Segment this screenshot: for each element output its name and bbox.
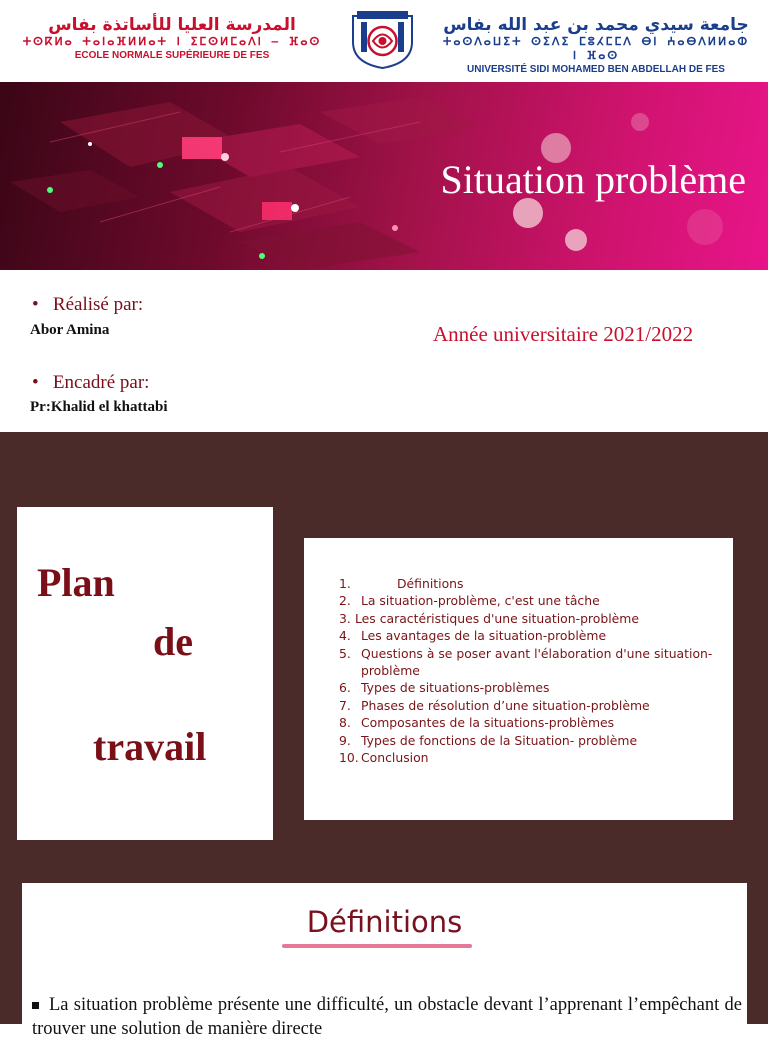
square-bullet-icon (32, 1002, 39, 1009)
toc-item (339, 627, 719, 644)
realise-par-label: • Réalisé par: (32, 294, 144, 315)
author-name: Abor Amina (30, 322, 110, 338)
academic-year: Année universitaire 2021/2022 (433, 322, 694, 346)
toc-item-text: Définitions (397, 576, 464, 591)
page-title: Situation problème (440, 157, 746, 202)
toc-item-text: Types de fonctions de la Situation- problème (361, 732, 638, 748)
toc-item-number: 10. (339, 750, 359, 766)
toc-item-number: 5. (339, 645, 351, 661)
title-banner (0, 82, 768, 270)
toc-item-number: 7. (339, 697, 351, 713)
toc-item-number: 1. (339, 576, 351, 591)
toc-item (339, 732, 719, 749)
toc-item (339, 697, 719, 714)
toc-item-text: Les avantages de la situation-problème (361, 628, 607, 644)
toc-item-text: Conclusion (361, 750, 429, 766)
toc-item-number: 6. (339, 680, 351, 696)
toc-item (339, 679, 719, 696)
toc-item-number: 3. (339, 610, 351, 626)
toc-item-text: Questions à se poser avant l'élaboration d'une situation-problème (361, 645, 713, 679)
authors-info (0, 270, 768, 432)
title-underline (282, 944, 472, 948)
usmba-name-block (436, 16, 756, 77)
supervisor-name: Pr:Khalid el khattabi (30, 399, 168, 415)
plan-title-box (17, 507, 273, 840)
encadre-par-label: • Encadré par: (32, 372, 150, 393)
toc-item-text: Composantes de la situations-problèmes (361, 715, 615, 731)
toc-item (339, 575, 719, 592)
toc-item (339, 749, 719, 766)
toc-item-number: 2. (339, 593, 351, 609)
toc-item-text: Phases de résolution d’une situation-problème (361, 697, 650, 713)
ens-arabic-name: المدرسة العليا للأساتذة بفاس (48, 15, 296, 35)
definitions-section (0, 865, 768, 1039)
usmba-tifinagh-name: ⵜⴰⵙⴷⴰⵡⵉⵜ ⵙⵉⴷⵉ ⵎⵓⵃⵎⵎⴷ ⴱⵏ ⵄⴰⴱⴷⵍⵍⴰⵀ ⵏ ⴼⴰⵙ (442, 35, 750, 62)
page-header (0, 0, 768, 78)
plan-word-3: travail (93, 724, 207, 769)
usmba-french-name: UNIVERSITÉ SIDI MOHAMED BEN ABDELLAH DE FES (467, 64, 725, 75)
toc-item (339, 645, 719, 680)
toc-item-text: La situation-problème, c'est une tâche (361, 593, 600, 609)
university-crest-icon (345, 8, 420, 70)
definitions-box (22, 883, 747, 1043)
ens-tifinagh-name: ⵜⵙⴽⵍⴰ ⵜⴰⵏⴰⴼⵍⵍⴰⵜ ⵏ ⵉⵎⵙⵍⵎⴰⴷⵏ – ⴼⴰⵙ (22, 35, 322, 48)
definition-paragraph: La situation problème présente une difficulté, un obstacle devant l’apprenant l’empêchant de trouver une solution de manière directe (32, 995, 742, 1039)
toc-item (339, 610, 719, 627)
table-of-contents (304, 538, 733, 820)
bullet-icon: • (32, 372, 39, 393)
plan-word-1: Plan (37, 560, 115, 605)
toc-item (339, 714, 719, 731)
ens-french-name: ECOLE NORMALE SUPÉRIEURE DE FES (74, 50, 270, 61)
usmba-arabic-name: جامعة سيدي محمد بن عبد الله بفاس (443, 15, 749, 35)
definitions-title: Définitions (306, 905, 463, 939)
toc-item-text: Les caractéristiques d'une situation-problème (355, 610, 639, 626)
plan-section (0, 432, 768, 865)
toc-item (339, 592, 719, 609)
toc-list (339, 575, 719, 766)
toc-item-number: 4. (339, 628, 351, 644)
ens-fes-name-block (12, 16, 332, 63)
toc-item-text: Types de situations-problèmes (361, 680, 550, 696)
bullet-icon: • (32, 294, 39, 315)
toc-item-number: 9. (339, 732, 351, 748)
plan-word-2: de (153, 619, 193, 664)
toc-item-number: 8. (339, 715, 351, 731)
